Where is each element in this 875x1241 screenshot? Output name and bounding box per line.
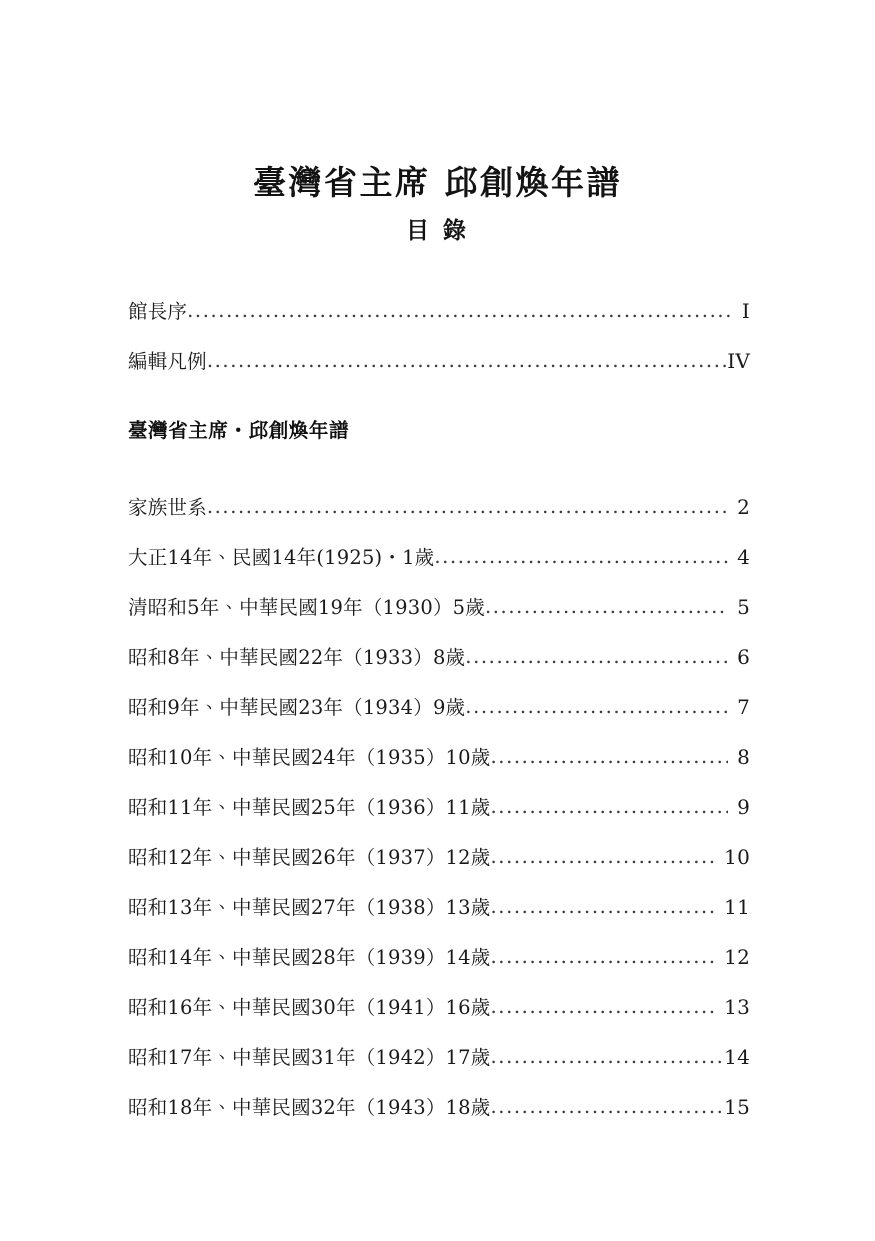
toc-entry[interactable] — [128, 582, 750, 632]
toc-entry-label: 編輯凡例 — [128, 350, 207, 373]
toc-entry[interactable] — [128, 732, 750, 782]
toc-leader-dots — [490, 1082, 724, 1132]
toc-leader-dots — [207, 336, 727, 386]
toc-leader-dots — [465, 682, 728, 732]
toc-entry-label: 昭和10年、中華民國24年（1935）10歲 — [128, 746, 491, 769]
toc-entry-label: 昭和11年、中華民國25年（1936）11歲 — [128, 796, 491, 819]
toc-entry[interactable] — [128, 782, 750, 832]
toc-entry-label: 昭和17年、中華民國31年（1942）17歲 — [128, 1046, 491, 1069]
toc-entry[interactable] — [128, 682, 750, 732]
toc-entry-page: 4 — [737, 545, 750, 569]
toc-entry-label: 昭和18年、中華民國32年（1943）18歲 — [128, 1096, 491, 1119]
toc-entry[interactable] — [128, 632, 750, 682]
toc-entry-page: 12 — [724, 945, 750, 969]
toc-entry-page: 7 — [737, 695, 750, 719]
toc-entry-label: 大正14年、民國14年(1925)・1歲 — [128, 546, 435, 569]
toc-entry[interactable] — [128, 982, 750, 1032]
toc-leader-dots — [490, 832, 715, 882]
toc-entry[interactable] — [128, 532, 750, 582]
toc-entry-label: 昭和8年、中華民國22年（1933）8歲 — [128, 646, 466, 669]
toc-leader-dots — [490, 932, 715, 982]
toc-leader-dots — [490, 982, 715, 1032]
toc-entry-label: 館長序 — [128, 300, 188, 323]
toc-leader-dots — [207, 482, 728, 532]
page-subtitle: 目 錄 — [405, 217, 469, 245]
toc-entry-page: 13 — [724, 995, 750, 1019]
spacer — [128, 456, 750, 482]
toc-entry[interactable] — [128, 1032, 750, 1082]
toc-entry-label: 家族世系 — [128, 496, 207, 519]
toc-entry-label: 昭和16年、中華民國30年（1941）16歲 — [128, 996, 491, 1019]
toc-entry-label: 昭和12年、中華民國26年（1937）12歲 — [128, 846, 491, 869]
toc-entry[interactable] — [128, 286, 750, 336]
toc-entry-page: I — [741, 299, 750, 323]
toc-list — [128, 286, 750, 1132]
toc-entry-label: 清昭和5年、中華民國19年（1930）5歲 — [128, 596, 485, 619]
toc-entry-label: 昭和9年、中華民國23年（1934）9歲 — [128, 696, 466, 719]
toc-entry-page: 14 — [724, 1045, 750, 1069]
toc-entry-page: 5 — [737, 595, 750, 619]
toc-entry[interactable] — [128, 1082, 750, 1132]
toc-leader-dots — [490, 882, 715, 932]
masthead — [0, 162, 875, 246]
toc-entry-page: 11 — [724, 895, 750, 919]
toc-entry[interactable] — [128, 932, 750, 982]
toc-section-heading: 臺灣省主席・邱創煥年譜 — [128, 419, 350, 442]
toc-leader-dots — [490, 732, 728, 782]
toc-entry[interactable] — [128, 336, 750, 386]
toc-entry[interactable] — [128, 832, 750, 882]
toc-entry-page: 10 — [724, 845, 750, 869]
toc-leader-dots — [485, 582, 728, 632]
toc-entry-page: 9 — [737, 795, 750, 819]
toc-leader-dots — [187, 286, 733, 336]
toc-entry-label: 昭和13年、中華民國27年（1938）13歲 — [128, 896, 491, 919]
toc-entry[interactable] — [128, 882, 750, 932]
toc-entry[interactable] — [128, 482, 750, 532]
toc-entry-label: 昭和14年、中華民國28年（1939）14歲 — [128, 946, 491, 969]
toc-leader-dots — [434, 532, 728, 582]
toc-leader-dots — [490, 1032, 724, 1082]
toc-leader-dots — [490, 782, 728, 832]
page-title: 臺灣省主席 邱創煥年譜 — [253, 163, 622, 202]
toc-entry-page: 2 — [737, 495, 750, 519]
spacer — [128, 386, 750, 406]
toc-entry-page: 8 — [737, 745, 750, 769]
toc-entry-page: 6 — [737, 645, 750, 669]
toc-entry-page: IV — [727, 349, 750, 373]
toc-leader-dots — [465, 632, 728, 682]
toc-entry-page: 15 — [724, 1095, 750, 1119]
